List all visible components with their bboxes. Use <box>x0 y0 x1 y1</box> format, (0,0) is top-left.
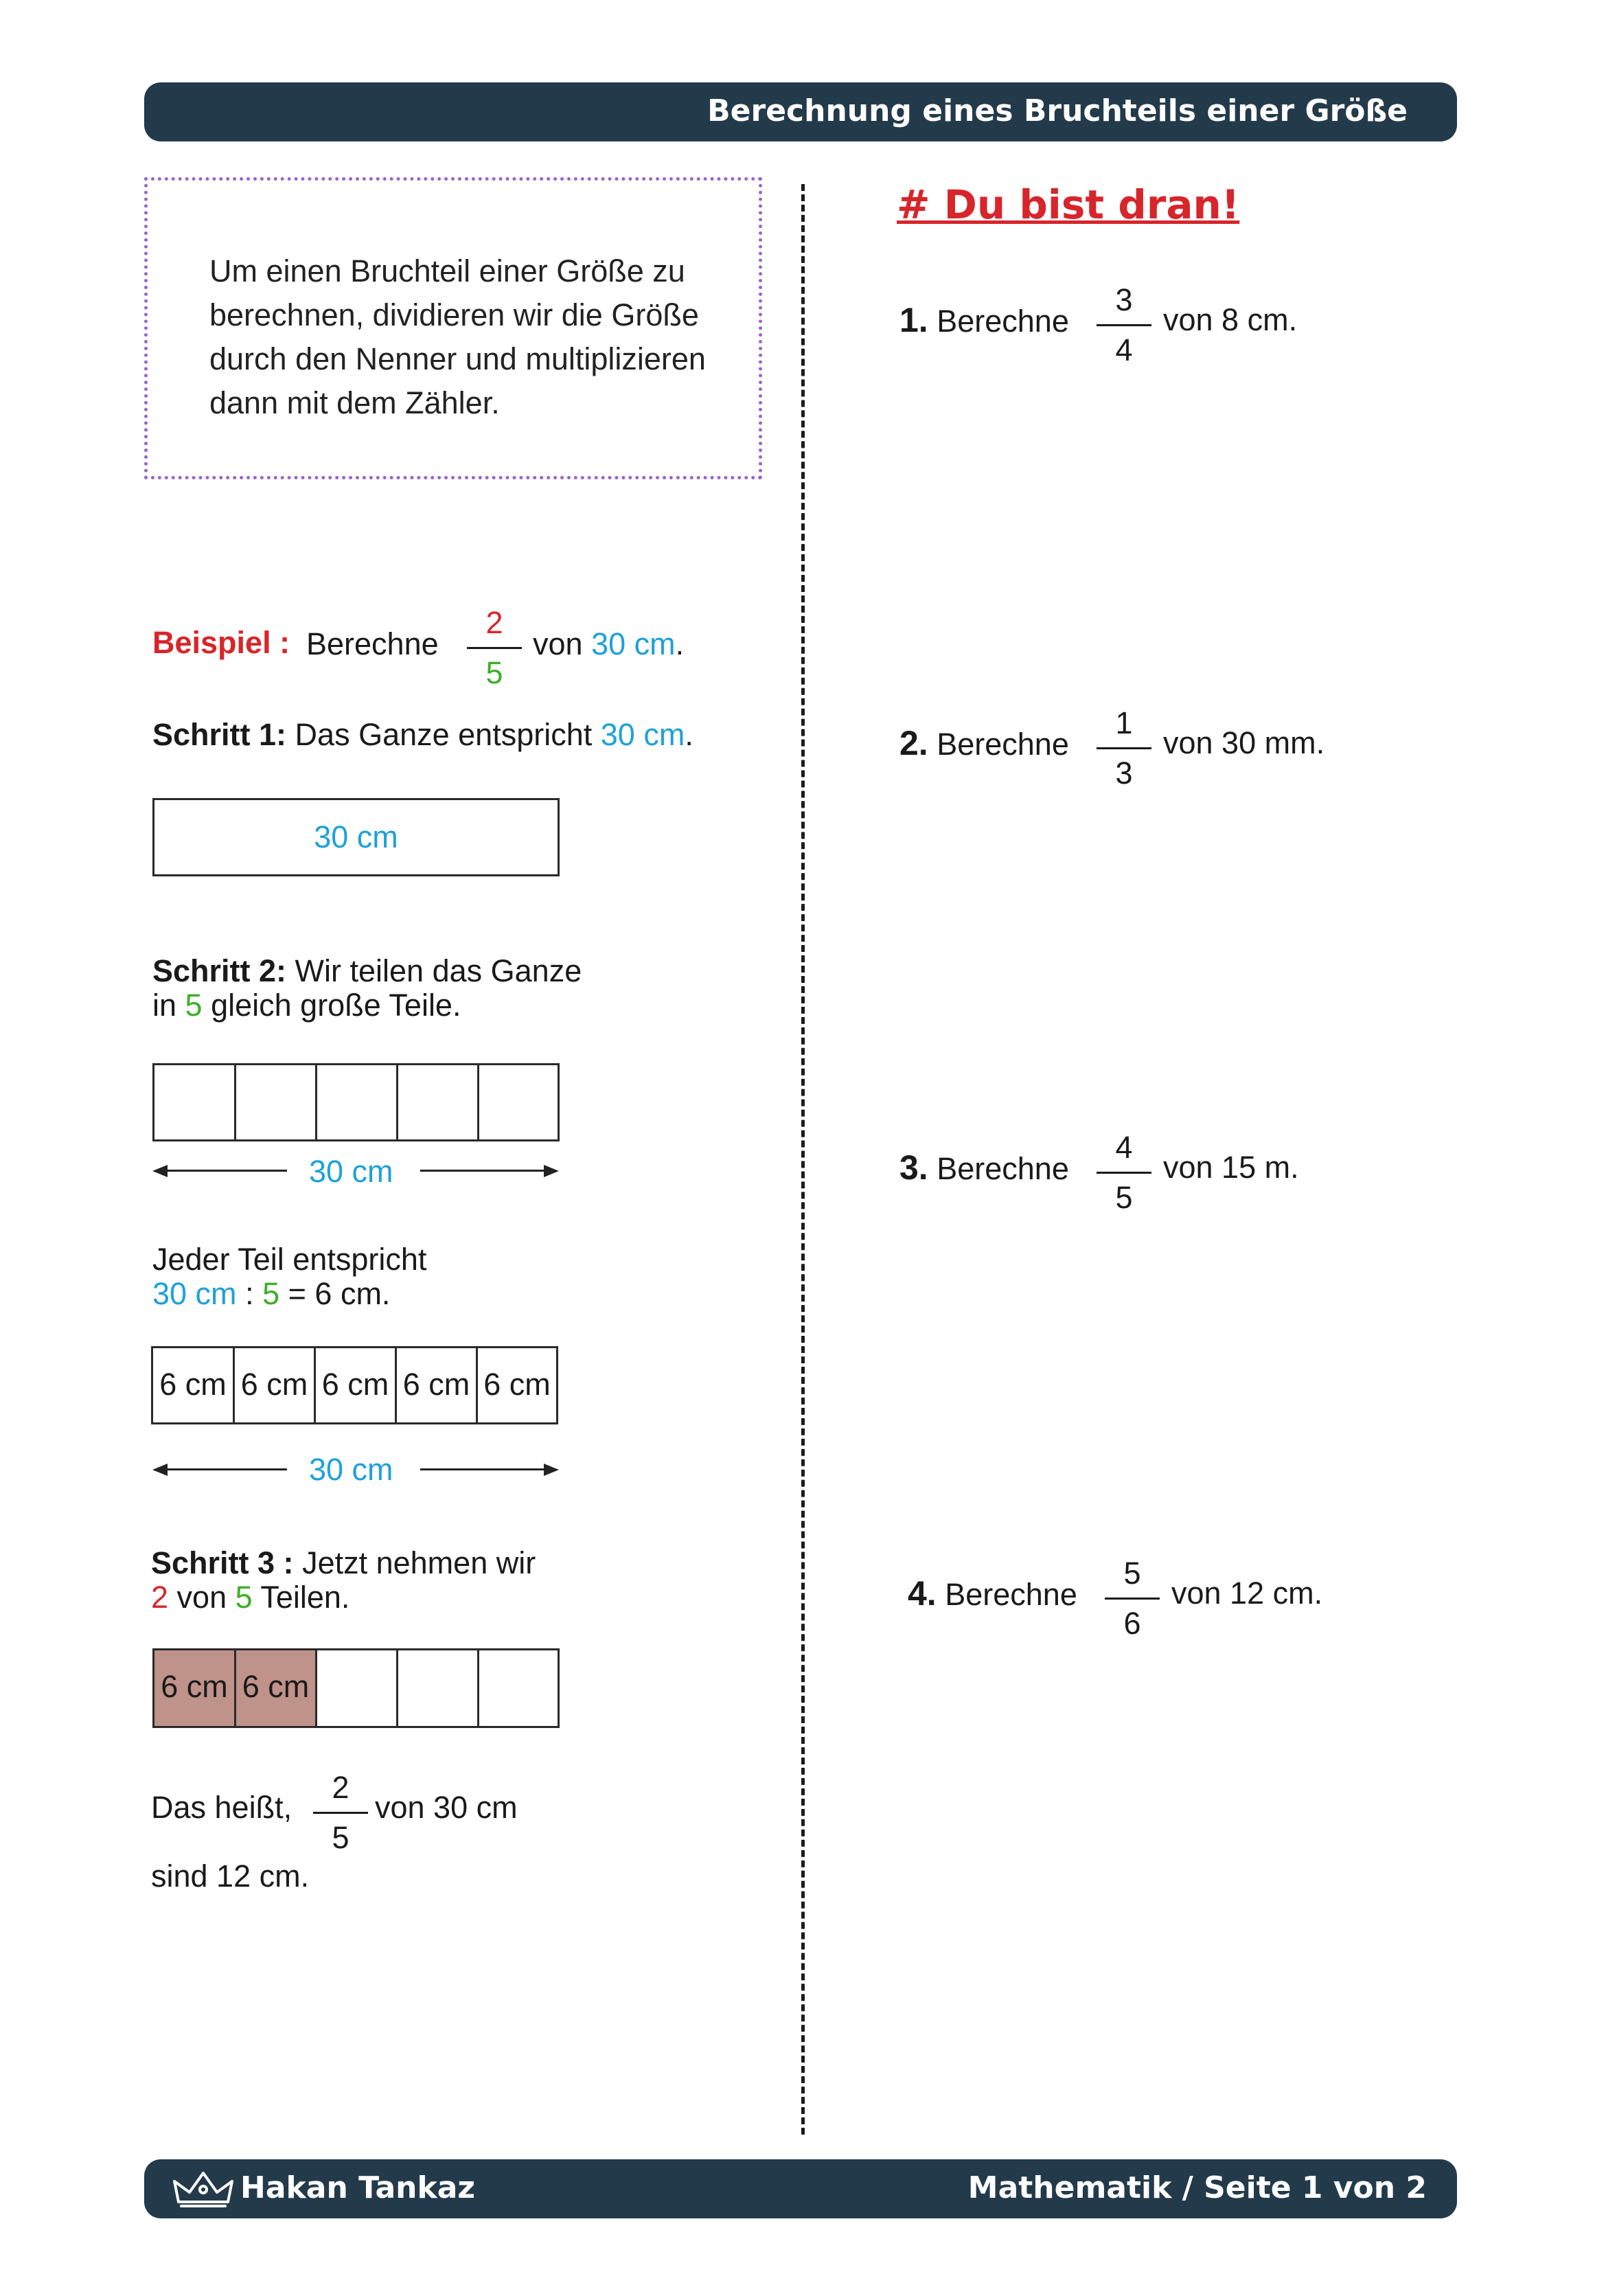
rule-line: dann mit dem Zähler. <box>209 385 500 420</box>
crown-logo-icon <box>172 2169 235 2209</box>
example-fraction <box>467 603 522 693</box>
page-info: Mathematik / Seite 1 von 2 <box>967 2170 1427 2205</box>
rule-line: Um einen Bruchteil einer Größe zu <box>209 253 685 288</box>
exercise-number: 4. <box>908 1574 937 1613</box>
step3-k: 2 <box>151 1580 169 1615</box>
part-cell <box>236 1065 317 1139</box>
exercise-word: Berechne <box>945 1577 1077 1612</box>
fraction-numerator: 1 <box>1115 705 1133 740</box>
step1-label: Schritt 1: <box>152 717 287 752</box>
each-n: 5 <box>262 1276 280 1311</box>
rule-box <box>144 177 762 479</box>
exercise-fraction <box>1097 1128 1151 1218</box>
step3-text2: Teilen. <box>260 1580 350 1615</box>
each-line1: Jeder Teil entspricht <box>152 1242 427 1277</box>
exercise-1 <box>899 302 1069 339</box>
step2-in: in <box>152 988 177 1023</box>
arrow-line <box>165 1170 287 1172</box>
part-cell <box>317 1650 398 1726</box>
exercise-rest: von 30 mm. <box>1163 725 1325 760</box>
example-word: Berechne <box>306 626 439 661</box>
step3-n: 5 <box>235 1580 253 1615</box>
rule-text <box>209 249 759 425</box>
example-line <box>152 625 290 661</box>
step3-of: von <box>176 1580 227 1615</box>
step2-line1 <box>152 953 582 989</box>
fraction-denominator: 4 <box>1115 332 1133 367</box>
conclusion-fraction <box>313 1768 368 1858</box>
exercise-fraction <box>1105 1554 1160 1644</box>
fraction-denominator: 6 <box>1123 1606 1141 1641</box>
exercise-rest: von 8 cm. <box>1163 302 1298 337</box>
exercise-rest: von 12 cm. <box>1171 1576 1323 1611</box>
step2-n: 5 <box>185 988 203 1023</box>
exercise-rest: von 15 m. <box>1163 1150 1299 1185</box>
example-of: von <box>533 626 583 661</box>
arrow-label: 30 cm <box>309 1452 393 1487</box>
fraction-numerator: 2 <box>332 1770 349 1805</box>
part-cell: 6 cm <box>153 1348 235 1422</box>
part-cell: 6 cm <box>235 1348 316 1422</box>
fraction-numerator: 2 <box>485 605 503 640</box>
footer-bar <box>144 2159 1457 2218</box>
whole-box-label: 30 cm <box>314 819 398 854</box>
exercise-fraction <box>1097 280 1151 370</box>
part-cell: 6 cm <box>316 1348 397 1422</box>
step3-line2 <box>151 1580 349 1615</box>
exercise-word: Berechne <box>937 304 1069 339</box>
exercise-word: Berechne <box>937 1151 1069 1186</box>
conclusion-line2: sind 12 cm. <box>151 1859 310 1894</box>
part-cell <box>398 1650 479 1726</box>
fraction-denominator: 5 <box>485 655 503 690</box>
step2-label: Schritt 2: <box>152 953 287 988</box>
fraction-bar <box>1097 747 1151 749</box>
part-cell: 6 cm <box>397 1348 478 1422</box>
each-line2 <box>152 1276 390 1312</box>
arrow-line <box>165 1468 287 1470</box>
each-colon: : <box>245 1276 254 1311</box>
fraction-denominator: 5 <box>332 1820 349 1855</box>
exercises-heading: # Du bist dran! <box>897 181 1240 228</box>
example-label: Beispiel : <box>152 625 290 660</box>
fraction-numerator: 4 <box>1115 1130 1133 1165</box>
exercise-fraction <box>1097 703 1151 793</box>
step3-text1: Jetzt nehmen wir <box>302 1545 536 1580</box>
selected-cell: 6 cm <box>236 1650 317 1726</box>
empty-parts-bar <box>152 1063 560 1141</box>
each-qty: 30 cm <box>152 1276 237 1311</box>
step3-label: Schritt 3 : <box>151 1545 294 1580</box>
author-name: Hakan Tankaz <box>240 2170 476 2205</box>
conclusion-pre: Das heißt, <box>151 1790 292 1825</box>
arrow-line <box>420 1170 547 1172</box>
exercise-4 <box>908 1576 1077 1613</box>
fraction-numerator: 3 <box>1115 282 1133 317</box>
arrow-label: 30 cm <box>309 1154 393 1189</box>
column-divider <box>801 184 805 2135</box>
arrow-line <box>420 1468 547 1470</box>
part-cell <box>398 1065 479 1139</box>
arrow-right-head <box>544 1165 559 1177</box>
labeled-parts-bar <box>151 1346 558 1424</box>
fraction-denominator: 5 <box>1115 1180 1133 1215</box>
conclusion-post: von 30 cm <box>375 1790 518 1825</box>
page-title: Berechnung eines Bruchteils einer Größe <box>707 93 1408 128</box>
step1-qty: 30 cm <box>600 717 685 752</box>
step3-line1 <box>151 1545 536 1581</box>
fraction-bar <box>313 1812 368 1814</box>
step1-dot: . <box>685 717 693 752</box>
part-cell: 6 cm <box>483 1367 551 1402</box>
selected-parts-bar <box>152 1648 560 1728</box>
part-cell <box>317 1065 398 1139</box>
rule-line: durch den Nenner und multiplizieren <box>209 341 706 376</box>
step1-text: Das Ganze entspricht <box>295 717 593 752</box>
step2-line2 <box>152 988 461 1023</box>
rule-line: berechnen, dividieren wir die Größe <box>209 297 699 332</box>
fraction-denominator: 3 <box>1115 755 1133 791</box>
exercise-number: 2. <box>899 724 928 762</box>
step2-text2: gleich große Teile. <box>211 988 461 1023</box>
fraction-numerator: 5 <box>1123 1556 1141 1591</box>
fraction-bar <box>1105 1598 1160 1600</box>
header-bar <box>144 82 1457 141</box>
fraction-bar <box>1097 324 1151 326</box>
each-eq: = 6 cm. <box>288 1276 391 1311</box>
step2-text1: Wir teilen das Ganze <box>295 953 582 988</box>
exercise-word: Berechne <box>937 727 1069 762</box>
arrow-right-head <box>544 1464 559 1476</box>
example-rest <box>533 626 684 662</box>
step1-line <box>152 717 693 753</box>
example-dot: . <box>675 626 685 661</box>
whole-box <box>152 798 560 876</box>
fraction-bar <box>467 647 522 649</box>
exercise-number: 1. <box>899 301 928 339</box>
example-qty: 30 cm <box>591 626 676 661</box>
part-cell <box>479 1065 558 1139</box>
exercise-2 <box>899 725 1069 762</box>
part-cell <box>479 1650 558 1726</box>
exercise-number: 3. <box>899 1148 928 1187</box>
exercise-3 <box>899 1150 1069 1187</box>
part-cell <box>154 1065 236 1139</box>
selected-cell: 6 cm <box>154 1650 236 1726</box>
fraction-bar <box>1097 1172 1151 1174</box>
